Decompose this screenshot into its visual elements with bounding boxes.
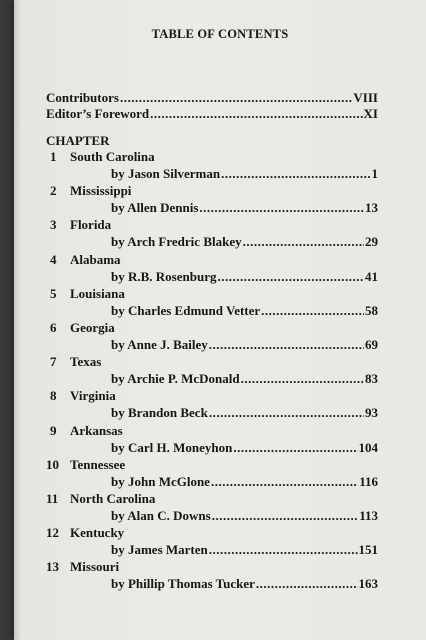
chapter-author: by Archie P. McDonald xyxy=(111,371,240,387)
toc-entry-editors-foreword xyxy=(46,106,378,122)
dot-leader xyxy=(256,576,358,592)
chapter-number: 6 xyxy=(50,320,57,335)
chapter-author: by Brandon Beck xyxy=(111,405,208,421)
chapter-author: by James Marten xyxy=(111,542,208,558)
chapter-title-line xyxy=(46,559,119,575)
chapter-author: by Jason Silverman xyxy=(111,166,221,181)
toc-entry-page: VIII xyxy=(353,90,378,105)
chapter-author: by Alan C. Downs xyxy=(111,508,211,523)
chapter-number: 11 xyxy=(46,491,59,506)
chapter-number: 10 xyxy=(46,456,59,472)
dot-leader xyxy=(212,508,359,524)
chapter-page: 116 xyxy=(359,473,378,489)
chapter-number: 1 xyxy=(50,149,57,164)
dot-leader xyxy=(209,405,364,421)
chapter-author-line xyxy=(111,508,378,524)
chapter-state: Missouri xyxy=(70,559,120,575)
dot-leader xyxy=(243,234,364,250)
chapter-state: Kentucky xyxy=(70,525,125,541)
chapter-title-line xyxy=(46,491,155,507)
dot-leader xyxy=(120,90,352,106)
chapter-author-line xyxy=(111,576,378,592)
chapter-number: 4 xyxy=(50,251,57,267)
chapter-author-line xyxy=(111,303,378,319)
chapter-heading: CHAPTER xyxy=(46,133,110,148)
chapter-page: 163 xyxy=(358,576,378,592)
toc-entry-label: Contributors xyxy=(46,90,119,105)
dot-leader xyxy=(217,269,364,285)
chapter-number: 12 xyxy=(46,525,59,541)
toc-entry-page: XI xyxy=(363,106,378,121)
chapter-state: Florida xyxy=(70,217,112,233)
chapter-number: 3 xyxy=(50,217,57,233)
chapter-author: by Allen Dennis xyxy=(111,200,199,216)
dot-leader xyxy=(150,106,362,122)
chapter-title-line xyxy=(46,388,116,404)
chapter-title-line xyxy=(46,183,131,199)
chapter-number: 9 xyxy=(50,422,57,438)
chapter-title-line xyxy=(46,525,124,541)
dot-leader xyxy=(209,542,358,558)
chapter-page: 58 xyxy=(365,302,378,318)
page-title: TABLE OF CONTENTS xyxy=(151,27,289,41)
dot-leader xyxy=(241,371,364,387)
chapter-author: by John McGlone xyxy=(111,473,210,489)
chapter-number: 2 xyxy=(50,183,57,199)
chapter-title-line xyxy=(46,320,115,336)
chapter-state: South Carolina xyxy=(70,149,155,164)
chapter-state: Alabama xyxy=(70,251,121,267)
chapter-page: 1 xyxy=(371,166,378,181)
chapter-author-line xyxy=(111,474,378,490)
dot-leader xyxy=(221,166,370,182)
chapter-page: 83 xyxy=(365,371,378,387)
chapter-author-line xyxy=(111,269,378,285)
chapter-author-line xyxy=(111,371,378,387)
chapter-state: Arkansas xyxy=(70,422,123,438)
chapter-title-line xyxy=(46,457,125,473)
chapter-author-line xyxy=(111,166,378,182)
chapter-state: Tennessee xyxy=(70,456,126,472)
chapter-author: by Charles Edmund Vetter xyxy=(111,302,261,318)
chapter-author: by Anne J. Bailey xyxy=(111,337,208,352)
chapter-number: 5 xyxy=(50,285,57,301)
chapter-number: 13 xyxy=(46,559,59,575)
chapter-page: 93 xyxy=(365,405,378,421)
chapter-author-line xyxy=(111,200,378,216)
chapter-title-line xyxy=(46,423,123,439)
chapter-state: Texas xyxy=(70,354,102,370)
page-gutter-shadow xyxy=(14,0,22,640)
chapter-page: 113 xyxy=(359,508,378,523)
chapter-state: Georgia xyxy=(70,320,115,335)
chapter-author: by R.B. Rosenburg xyxy=(111,268,217,284)
dot-leader xyxy=(233,440,357,456)
dot-leader xyxy=(211,474,358,490)
chapter-author: by Arch Fredric Blakey xyxy=(111,234,242,250)
toc-entry-contributors xyxy=(46,90,378,106)
chapter-title-line xyxy=(46,286,125,302)
toc-entry-label: Editor’s Foreword xyxy=(46,106,150,121)
chapter-number: 7 xyxy=(50,354,57,370)
chapter-number: 8 xyxy=(50,388,57,404)
chapter-author: by Phillip Thomas Tucker xyxy=(111,576,255,592)
chapter-author-line xyxy=(111,405,378,421)
chapter-title-line xyxy=(46,217,111,233)
book-page xyxy=(14,0,426,640)
chapter-author-line xyxy=(111,234,378,250)
dot-leader xyxy=(261,303,364,319)
chapter-author-line xyxy=(111,542,378,558)
chapter-state: Louisiana xyxy=(70,285,125,301)
dot-leader xyxy=(199,200,364,216)
chapter-page: 41 xyxy=(365,268,378,284)
chapter-title-line xyxy=(46,354,101,370)
chapter-state: Mississippi xyxy=(70,183,132,199)
chapter-author: by Carl H. Moneyhon xyxy=(111,439,233,455)
chapter-title-line xyxy=(46,252,121,268)
dot-leader xyxy=(209,337,364,353)
chapter-page: 151 xyxy=(358,542,378,558)
chapter-page: 69 xyxy=(365,337,378,352)
chapter-page: 13 xyxy=(365,200,378,216)
chapter-state: North Carolina xyxy=(70,491,156,506)
chapter-page: 104 xyxy=(358,439,378,455)
chapter-page: 29 xyxy=(365,234,378,250)
chapter-title-line xyxy=(46,149,155,165)
chapter-author-line xyxy=(111,337,378,353)
chapter-state: Virginia xyxy=(70,388,116,404)
chapter-author-line xyxy=(111,440,378,456)
